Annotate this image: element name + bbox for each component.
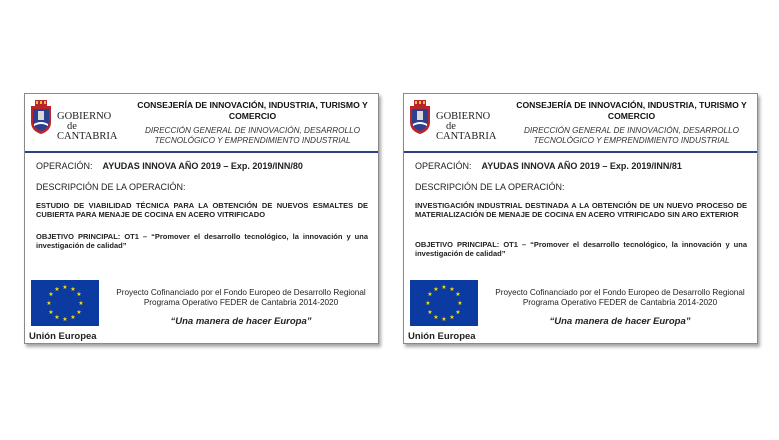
svg-text:★: ★ [48, 291, 54, 298]
funding-text: Proyecto Cofinanciado por el Fondo Europeo de Desarrollo Regional Programa Operativo FEDER de Cantabria 2014-2020 [116, 288, 366, 307]
eu-label: Unión Europea [408, 331, 476, 342]
eu-flag-icon [31, 280, 99, 326]
objective-text: OBJETIVO PRINCIPAL: OT1 – “Promover el desarrollo tecnológico, la innovación y una investigación de calidad” [415, 240, 747, 258]
svg-text:★: ★ [54, 286, 60, 293]
svg-text:★: ★ [425, 300, 431, 307]
svg-text:★: ★ [76, 291, 82, 298]
svg-text:★: ★ [76, 309, 82, 316]
svg-text:★: ★ [455, 309, 461, 316]
plaque-header [25, 94, 378, 152]
svg-text:★: ★ [433, 286, 439, 293]
svg-text:★: ★ [54, 314, 60, 321]
cantabria-crest-icon [29, 100, 53, 134]
header-divider [404, 151, 757, 153]
eu-funding-block [404, 280, 757, 344]
plaque-header [404, 94, 757, 152]
eu-flag-icon [410, 280, 478, 326]
operation-value: AYUDAS INNOVA AÑO 2019 – Exp. 2019/INN/81 [481, 161, 682, 171]
svg-text:★: ★ [441, 284, 447, 291]
operation-line [36, 161, 303, 171]
svg-text:★: ★ [449, 314, 455, 321]
svg-text:★: ★ [427, 291, 433, 298]
svg-text:★: ★ [62, 284, 68, 291]
description-text: ESTUDIO DE VIABILIDAD TÉCNICA PARA LA OBTENCIÓN DE NUEVOS ESMALTES DE CUBIERTA PARA MENAJE DE COCINA EN ACERO VITRIFICADO [36, 201, 368, 219]
svg-text:★: ★ [62, 316, 68, 323]
svg-text:★: ★ [78, 300, 84, 307]
funding-text: Proyecto Cofinanciado por el Fondo Europeo de Desarrollo Regional Programa Operativo FEDER de Cantabria 2014-2020 [495, 288, 745, 307]
project-plaque-right [403, 93, 758, 344]
svg-text:★: ★ [427, 309, 433, 316]
government-logo-text: GOBIERNO de CANTABRIA [436, 111, 497, 142]
operation-label: OPERACIÓN: [36, 161, 93, 171]
objective-text: OBJETIVO PRINCIPAL: OT1 – “Promover el desarrollo tecnológico, la innovación y una investigación de calidad” [36, 232, 368, 250]
svg-text:★: ★ [433, 314, 439, 321]
description-text: INVESTIGACIÓN INDUSTRIAL DESTINADA A LA OBTENCIÓN DE UN NUEVO PROCESO DE MATERIALIZACIÓN DE MENAJE DE COCINA EN ACERO VITRIFICADO SIN ARO EXTERIOR [415, 201, 747, 219]
operation-label: OPERACIÓN: [415, 161, 472, 171]
ministry-title: CONSEJERÍA DE INNOVACIÓN, INDUSTRIA, TURISMO Y COMERCIO [137, 100, 368, 121]
svg-text:★: ★ [46, 300, 52, 307]
svg-text:★: ★ [70, 286, 76, 293]
svg-text:★: ★ [48, 309, 54, 316]
eu-funding-block [25, 280, 378, 344]
eu-slogan: “Una manera de hacer Europa” [170, 316, 312, 327]
directorate-title: DIRECCIÓN GENERAL DE INNOVACIÓN, DESARROLLO TECNOLÓGICO Y EMPRENDIMIENTO INDUSTRIAL [523, 126, 740, 145]
government-logo-text: GOBIERNO de CANTABRIA [57, 111, 118, 142]
eu-slogan: “Una manera de hacer Europa” [549, 316, 691, 327]
description-label: DESCRIPCIÓN DE LA OPERACIÓN: [36, 182, 186, 192]
description-label: DESCRIPCIÓN DE LA OPERACIÓN: [415, 182, 565, 192]
svg-text:★: ★ [70, 314, 76, 321]
cantabria-crest-icon [408, 100, 432, 134]
eu-label: Unión Europea [29, 331, 97, 342]
svg-text:★: ★ [441, 316, 447, 323]
svg-text:★: ★ [455, 291, 461, 298]
ministry-title: CONSEJERÍA DE INNOVACIÓN, INDUSTRIA, TURISMO Y COMERCIO [516, 100, 747, 121]
operation-line [415, 161, 682, 171]
header-divider [25, 151, 378, 153]
project-plaque-left [24, 93, 379, 344]
svg-text:★: ★ [457, 300, 463, 307]
directorate-title: DIRECCIÓN GENERAL DE INNOVACIÓN, DESARROLLO TECNOLÓGICO Y EMPRENDIMIENTO INDUSTRIAL [144, 126, 361, 145]
operation-value: AYUDAS INNOVA AÑO 2019 – Exp. 2019/INN/80 [102, 161, 303, 171]
svg-text:★: ★ [449, 286, 455, 293]
